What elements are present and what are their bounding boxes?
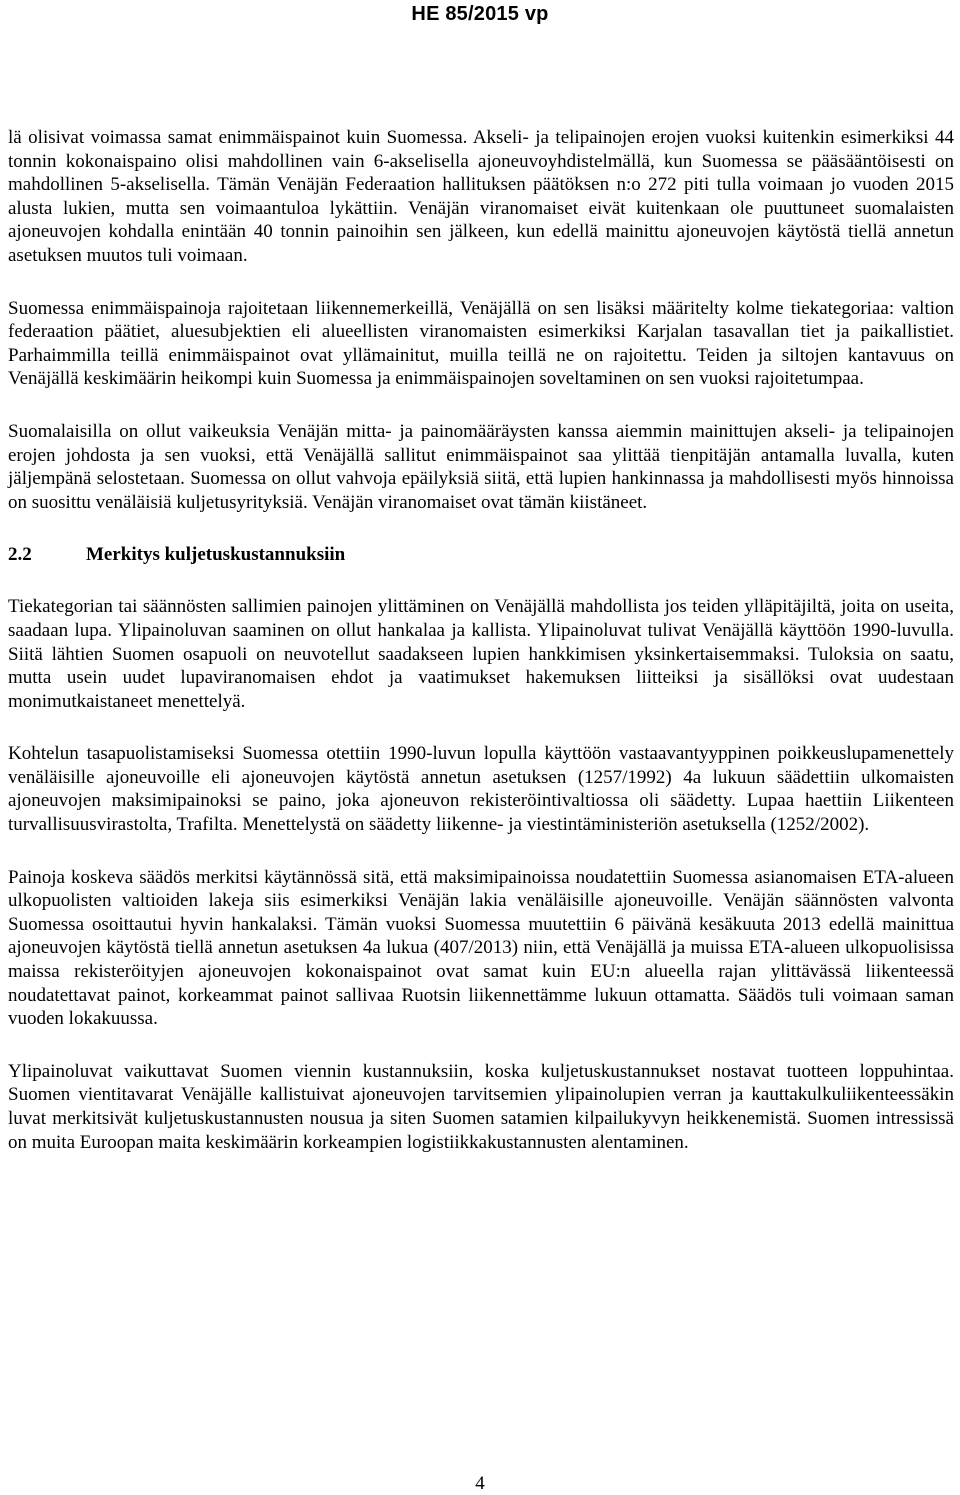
paragraph-2: Suomessa enimmäispainoja rajoitetaan liikennemerkeillä, Venäjällä on sen lisäksi määritelty kolme tiekategoriaa: valtion federaation päätiet, aluesubjektien eli alueellisten viranomaisten esimerkiksi Karjalan tasavallan tiet ja paikallistiet. Parhaimmilla teillä enimmäispainot ovat yllämainitut, muilla teillä ne on rajoitettu. Teiden ja siltojen kantavuus on Venäjällä keskimäärin heikompi kuin Suomessa ja enimmäispainojen soveltaminen on sen vuoksi rajoitetumpaa.: [8, 297, 954, 390]
paragraph-5: Kohtelun tasapuolistamiseksi Suomessa otettiin 1990-luvun lopulla käyttöön vastaavantyyppinen poikkeuslupamenettely venäläisille ajoneuvoille eli ajoneuvojen käytöstä annetun asetuksen (1257/1992) 4a lukuun säädettiin ulkomaisten ajoneuvojen maksimipainoksi se paino, joka ajoneuvon rekisteröintivaltiossa oli säädetty. Lupaa haettiin Liikenteen turvallisuusvirastolta, Trafilta. Menettelystä on säädetty liikenne- ja viestintäministeriön asetuksella (1252/2002).: [8, 743, 954, 836]
paragraph-3: Suomalaisilla on ollut vaikeuksia Venäjän mitta- ja painomääräysten kanssa aiemmin mainittujen akseli- ja telipainojen erojen johdosta ja sen vuoksi, että Venäjällä sallitut enimmäispainot saa ylittää tienpitäjän antamalla luvalla, kuten jäljempänä selostetaan. Suomessa on ollut vahvoja epäilyksiä siitä, että lupien hankinnassa ja mahdollisesti myös hinnoissa on suosittu venäläisiä kuljetusyrityksiä. Venäjän viranomaiset ovat tämän kiistäneet.: [8, 420, 954, 513]
document-body: [8, 126, 954, 1183]
page-number: 4: [475, 1473, 485, 1494]
section-heading: [8, 543, 954, 567]
section-title: Merkitys kuljetuskustannuksiin: [86, 544, 346, 566]
section-number: 2.2: [8, 544, 32, 566]
document-id: HE 85/2015 vp: [411, 3, 549, 25]
paragraph-7: Ylipainoluvat vaikuttavat Suomen viennin kustannuksiin, koska kuljetuskustannukset nostavat tuotteen loppuhintaa. Suomen vientitavarat Venäjälle kallistuivat ajoneuvojen tarvitsemien ylipainolupien verran ja kauttakulkuliikenteessäkin luvat merkitsivät kuljetuskustannusten nousua ja siten Suomen satamien kilpailukyvyn heikkenemistä. Suomen intressissä on muita Euroopan maita keskimäärin korkeampien logistiikkakustannusten alentaminen.: [8, 1060, 954, 1153]
paragraph-4: Tiekategorian tai säännösten sallimien painojen ylittäminen on Venäjällä mahdollista jos teiden ylläpitäjiltä, joita on useita, saadaan lupa. Ylipainoluvan saaminen on ollut hankalaa ja kallista. Ylipainoluvat tulivat Venäjällä käyttöön 1990-luvulla. Siitä lähtien Suomen osapuoli on neuvotellut saadakseen lupien hankkimisen yksinkertaisemmaksi. Tuloksia on saatu, mutta usein uudet lupaviranomaisen ehdot ja vaatimukset hakemuksen liitteiksi ja sisällöksi ovat uudestaan monimutkaistaneet menettelyä.: [8, 596, 954, 712]
paragraph-1: lä olisivat voimassa samat enimmäispainot kuin Suomessa. Akseli- ja telipainojen erojen vuoksi kuitenkin esimerkiksi 44 tonnin kokonaispaino olisi mahdollinen vain 6-akselisella ajoneuvoyhdistelmällä, kun Suomessa se pääsääntöisesti on mahdollinen 5-akselisella. Tämän Venäjän Federaation hallituksen päätöksen n:o 272 piti tulla voimaan jo vuoden 2015 alusta lukien, mutta sen voimaantuloa lykättiin. Venäjän viranomaiset eivät kuitenkaan ole puuttuneet suomalaisten ajoneuvojen kohdalla enintään 40 tonnin painoihin sen jälkeen, kun edellä mainittu ajoneuvojen käytöstä tiellä annetun asetuksen muutos tuli voimaan.: [8, 127, 954, 266]
paragraph-6: Painoja koskeva säädös merkitsi käytännössä sitä, että maksimipainoissa noudatettiin Suomessa asianomaisen ETA-alueen ulkopuolisten valtioiden lakeja siis esimerkiksi Venäjän lakia venäläisille ajoneuvoille. Venäjän säännösten valvonta Suomessa osoittautui hyvin hankalaksi. Tämän vuoksi Suomessa muutettiin 6 päivänä kesäkuuta 2013 edellä mainittua ajoneuvojen käytöstä tiellä annetun asetuksen 4a lukua (407/2013) niin, että Venäjällä ja muissa ETA-alueen ulkopuolisissa maissa rekisteröityjen ajoneuvojen kokonaispainot ovat samat kuin EU:n alueella rajan ylittävässä liikenteessä noudatettavat painot, korkeammat painot sallivaa Ruotsin liikennettämme lukuun ottamatta. Säädös tuli voimaan saman vuoden lokakuussa.: [8, 866, 954, 1030]
page-header: [0, 0, 960, 30]
